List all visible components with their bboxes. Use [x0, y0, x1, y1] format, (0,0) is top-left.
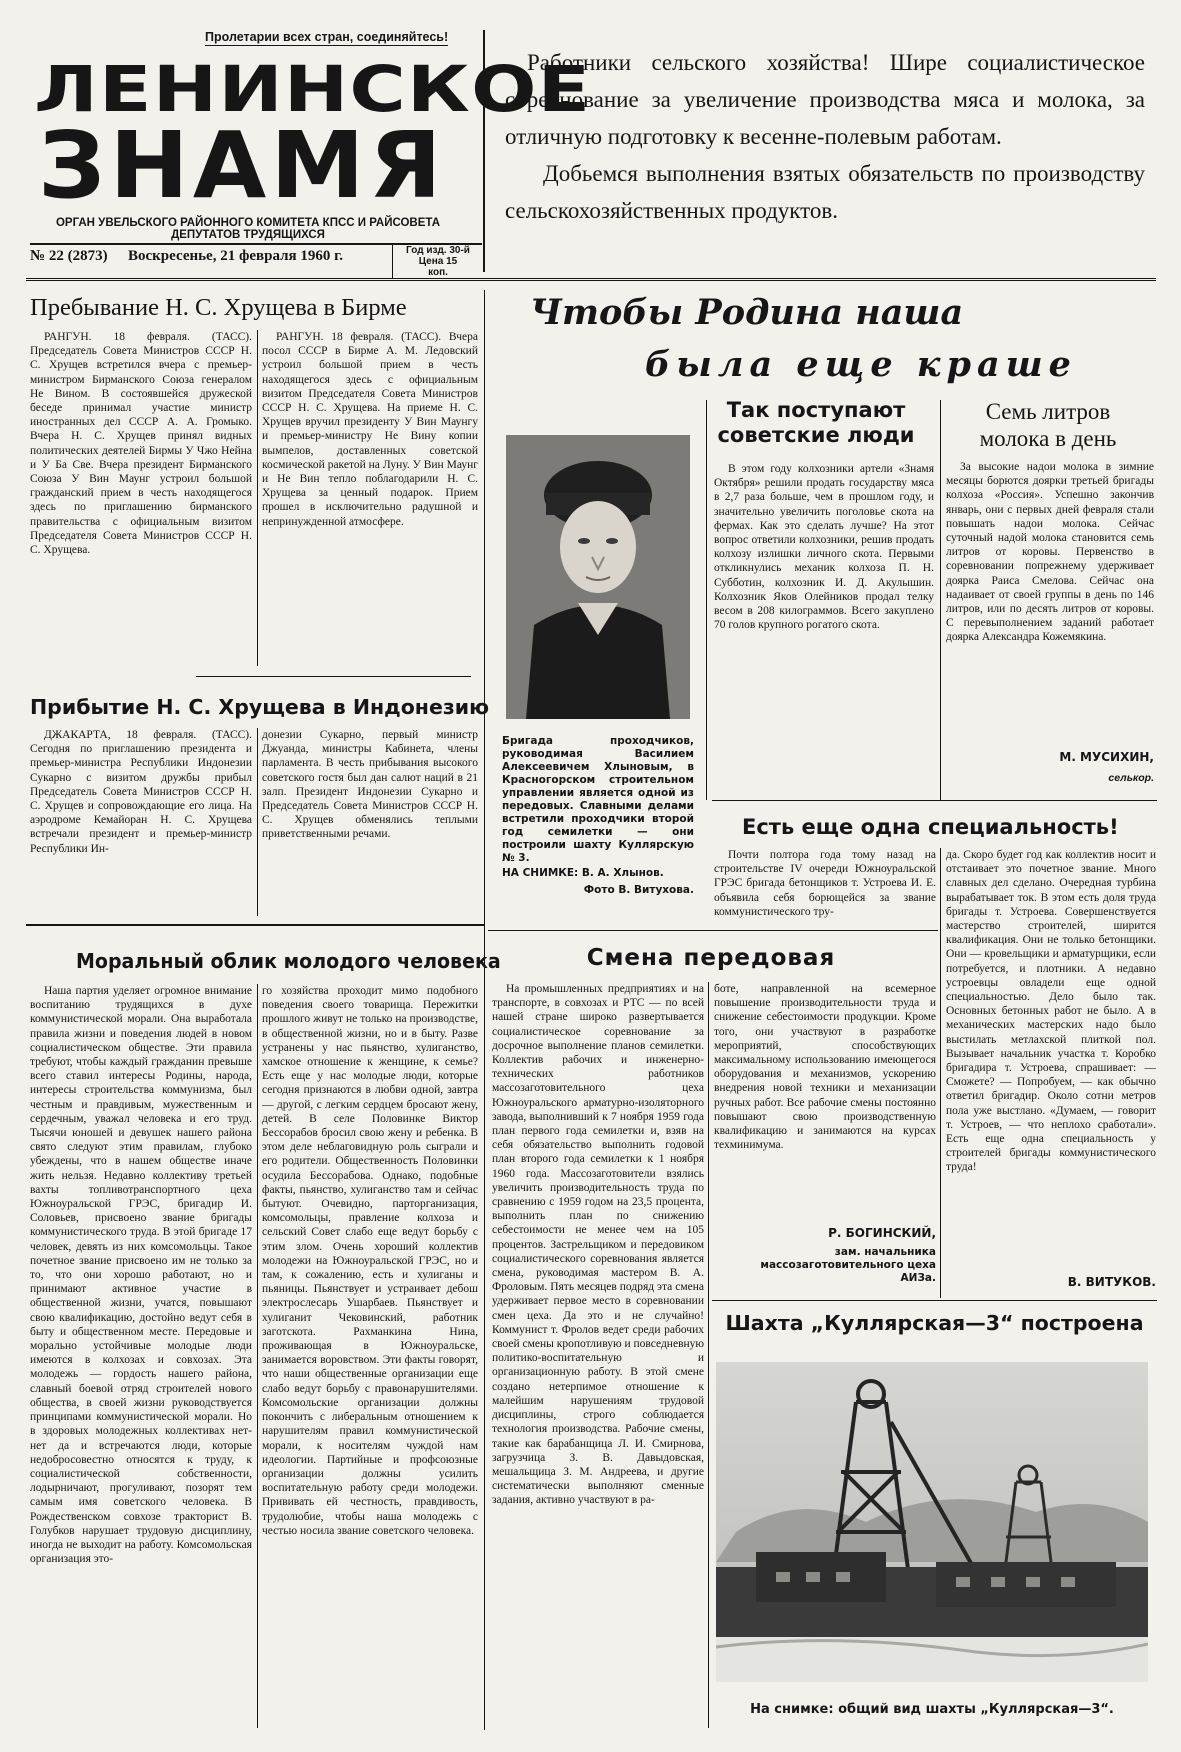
mine-caption: На снимке: общий вид шахты „Куллярская—3“.	[750, 1702, 1114, 1717]
portrait-image	[506, 435, 690, 719]
shift-headline: Смена передовая	[586, 945, 836, 971]
shift-top-rule	[488, 930, 938, 931]
moral-text-col2: го хозяйства проходит мимо подобного поведения своего товарища. Пережитки прошлого живут не только на производстве, в общественной жизни, но и в быту. Разве устранены у нас пьянство, хулиганство, хамское отношение к женщине, к семье? Есть еще у нас молодые люди, которые сегодня признаются в любви одной, завтра — другой, с легким сердцем бросают жену, детей. В селе Половинке Виктор Бессорабов бросил свою жену и ребенка. В этом деле неблаговидную роль сыграли и его родители. Общественность Половинки осудила Бессорабова. Однако, подобные факты, пьянство, хулиганство там и сейчас бытуют. Очевидно, парторганизация, комсомольцы, правление колхоза и сельский Совет слабо еще ведут борьбу с этим злом. Очень хороший коллектив молодежи на Южноуральской ГРЭС, но и там, к сожалению, есть и хулиганы и пьяницы. Пьянствует и устраивает дебош электрослесарь Ушарбаев. Пьянствует и хулиганит Чековинский, работник заготскота. Рахманкина Нина, проживающая в Южноуральске, занимается воровством. Эти факты говорят, что наши общественные организации еще слабо ведут борьбу с правонарушителями. Комсомольские организации должны покончить с либеральным отношением к нарушителям правил коммунистической морали, к носителям чуждой нам идеологии. Партийные и профсоюзные организации должны усилить воспитательную работу среди молодежи. Прививать ей честность, правдивость, трудолюбие, чтобы наша молодежь с честью носила звание советского человека.	[262, 985, 478, 1537]
moral-text-col1: Наша партия уделяет огромное внимание воспитанию трудящихся в духе коммунистической морали. Она выработала правила жизни и поведения людей в новом социалистическом обществе. Эти правила требуют, чтобы каждый гражданин превыше всего ставил интересы Родины, народа, интересы строительства коммунизма, был честным и правдивым, мужественным и сердечным, уважал человека и его труд. Тысячи юношей и девушек нашего района свято следуют этим правилам, глубоко убеждены, что в нашем обществе иначе жить нельзя. Недавно коллективу третьей вахты топливотранспортного цеха Южноуральской ГРЭС, бригадир И. Соловьев, присвоено звание бригады коммунистического труда. В этой бригаде 17 человек, девять из них комсомольцы. Такое почетное звание присвоено им не только за то, что они хорошо работают, но и принимают активное участие в общественной жизни, учатся, повышают свою квалификацию, достойно ведут себя в быту и общественном месте. Передовые и морально устойчивые молодые люди имеются в колхозах и совхозах. Эта молодежь — гордость нашего района, славный боевой отряд строителей нового общества, в своей жизни руководствуется принципами коммунистической морали. Но в здоровых молодежных коллективах нет-нет да и встречаются люди, которые недобросовестно относятся к труду, к социалистической собственности, лодырничают, прогуливают, позорят тем самым имя советского человека. В Рождественском совхозе тракторист В. Голубков нарушает трудовую дисциплину, иногда не выходит на работу. Комсомольская организация это-	[30, 985, 252, 1566]
specialty-text-col1: Почти полтора года тому назад на строительстве IV очереди Южноуральской ГРЭС бригада бетонщиков т. Устроева И. Е. объявила себя борющейся за звание коммунистического тру-	[714, 849, 936, 918]
masthead-issue: № 22 (2873)	[30, 248, 108, 264]
burma-headline: Пребывание Н. С. Хрущева в Бирме	[30, 294, 407, 321]
burma-text-col1: РАНГУН. 18 февраля. (ТАСС). Председатель Совета Министров СССР Н. С. Хрущев встретился вчера с премьер-министром Бирманского Союза генералом Не Вином. В состоявшейся дружеской беседе принимал участие министр иностранных дел СССР А. А. Громыко. Вчера Н. С. Хрущев принял видных политических деятелей Бирмы У Чжо Нейна и У Ба Све. Вчера президент Бирманского Союза У Вин Маунг устроил большой гражданский прием в честь находящегося здесь по приглашению бирманского правительства с официальным визитом Председателя Совета Министров СССР Н. С. Хрущева.	[30, 331, 252, 557]
shift-text-col1: На промышленных предприятиях и на транспорте, в совхозах и РТС — по всей нашей стране широко развертывается социалистическое соревнование за досрочное выполнение планов семилетки. Коллектив рабочих и инженерно-технических работников массозаготовительного цеха Южноуральского арматурно-изоляторного завода, выполнивший к 7 ноября 1959 года план первого года семилетки и, взяв на себя обязательство выполнить годовой план второго года семилетки к 1 ноября 1960 года. Массозаготовители взялись увеличить производительность труда по сравнению с 1959 годом на 23,5 процента, выполнить план по снижению себестоимости не менее чем на 105 процентов. Застрельщиком и передовиком социалистического соревнования является смена, руководимая мастером В. А. Фроловым. Пять месяцев подряд эта смена удерживает первое место в соревновании смен цеха. Да это и не случайно! Коммунист т. Фролов ведет среди рабочих своей смены кропотливую и повседневную политико-воспитательную и организационную работу. В этой смене создано нетерпимое отношение к малейшим нарушениям трудовой дисциплины, строго соблюдается технология производства. Рабочие смены, такие как барабанщица Л. И. Смирнова, загрузчица З. В. Давыдовская, мешальщица З. М. Андреева, и другие систематически выполняют сменные задания, активно участвуют в ра-	[492, 983, 704, 1507]
left-column-divider	[484, 290, 485, 1730]
masthead-organ: ОРГАН УВЕЛЬСКОГО РАЙОННОГО КОМИТЕТА КПСС И РАЙСОВЕТА ДЕПУТАТОВ ТРУДЯЩИХСЯ	[55, 217, 441, 241]
appeal	[505, 44, 1145, 229]
motherland-line2: была еще краше	[645, 344, 1077, 385]
masthead-title-line2: ЗНАМЯ	[38, 112, 446, 219]
masthead-date: Воскресенье, 21 февраля 1960 г.	[128, 248, 343, 264]
seven-liters-signature: М. МУСИХИН,	[1059, 750, 1154, 764]
masthead-title-line1: ЛЕНИНСКОЕ	[34, 53, 592, 126]
burma-text-col2: РАНГУН. 18 февраля. (ТАСС). Вчера посол СССР в Бирме А. М. Ледовский устроил большой прием в честь находящегося здесь с официальным визитом Председателя Совета Министров СССР Н. С. Хрущева. На приеме Н. С. Хрущев вручил президенту У Вин Маунгу и премьер-министру Не Вину копии вымпелов, доставленных советской космической ракетой на Луну. У Вин Маунг и Не Вин тепло поблагодарили Н. С. Хрущева за ценный подарок. Прием прошел в исключительно радушной и непринужденной атмосфере.	[262, 331, 478, 528]
motherland-headline	[520, 292, 1080, 392]
milk-divider	[940, 400, 941, 800]
specialty-signature: В. ВИТУКОВ.	[1067, 1275, 1156, 1289]
seven-liters-role: селькор.	[1108, 772, 1154, 784]
specialty-top-rule	[712, 800, 1157, 801]
shift-signature: Р. БОГИНСКИЙ,	[828, 1226, 936, 1240]
specialty-headline: Есть еще одна специальность!	[742, 815, 1119, 839]
masthead-year-price	[392, 245, 483, 278]
soviet-people-text: В этом году колхозники артели «Знамя Октября» решили продать государству мяса в 2,7 раза больше, чем в прошлом году, и значительно увеличить поголовье скота на фермах. Как это сделать лучше? На этот вопрос ответили колхозники, решив продать колхозу излишки личного скота. Первыми откликнулись механик колхоза П. Н. Субботин, колхозник И. Д. Акулышин. Колхозник Яков Олейников продал телку весом в 208 килограммов. Всего закуплено 70 голов крупного рогатого скота.	[714, 463, 934, 632]
photo1-divider	[706, 400, 707, 800]
mine-image	[716, 1362, 1148, 1682]
top-rule	[26, 278, 1156, 281]
shift-text-col2: боте, направленной на всемерное повышение производительности труда и снижение себестоимости продукции. Кроме того, они участвуют в разработке мероприятий, способствующих максимальному использованию имеющегося оборудования и механизмов, ускорению внедрения новой техники и механизации ручных работ. Все рабочие смены постоянно повышают свою производственную квалификацию и занимаются на курсах техминимума.	[714, 983, 936, 1152]
photo1-note: НА СНИМКЕ: В. А. Хлынов.	[502, 867, 664, 879]
seven-liters-text: За высокие надои молока в зимние месяцы борются доярки третьей бригады колхоза «Россия». Успешно закончив январь, они с первых дней февраля стали повышать надои молока. Сейчас суточный надой молока становится семь литров от коровы. Первенство в соревновании попрежнему удерживает доярка Раиса Смелова. Сейчас она надаивает от своей группы в день по 146 литров, или по десять литров от коровы. С перевыполнением заданий работает доярка Александра Кожемякина.	[946, 461, 1154, 644]
soviet-people-headline: Так поступают советские люди	[717, 398, 915, 447]
photo1-credit: Фото В. Витухова.	[583, 884, 694, 896]
motherland-line1: Чтобы Родина наша	[530, 292, 964, 333]
specialty-divider	[940, 848, 941, 1298]
mine-photo	[716, 1362, 1148, 1682]
appeal-paragraph-2: Добьемся выполнения взятых обязательств по производству сельскохозяйственных продуктов.	[505, 161, 1145, 223]
mine-top-rule	[712, 1300, 1157, 1301]
moral-divider	[257, 984, 258, 1728]
seven-liters-headline: Семь литров молока в день	[979, 399, 1117, 451]
photo1-portrait	[506, 435, 690, 719]
masthead-year: Год изд. 30-й	[406, 245, 470, 256]
shift-divider	[708, 982, 709, 1728]
indonesia-headline: Прибытие Н. С. Хрущева в Индонезию	[30, 695, 490, 719]
masthead-slogan: Пролетарии всех стран, соединяйтесь!	[205, 30, 449, 44]
indonesia-text-col1: ДЖАКАРТА, 18 февраля. (ТАСС). Сегодня по приглашению президента и премьер-министра Республики Индонезии Сукарно с визитом дружбы прибыл Председатель Совета Министров СССР Н. С. Хрущев и сопровождающие его лица. На аэродроме Кемайоран Н. С. Хрущева встречали президент и премьер-министр Республики Ин-	[30, 729, 252, 855]
photo1-caption	[502, 735, 694, 897]
indonesia-rule	[26, 924, 484, 926]
indonesia-text-col2: донезии Сукарно, первый министр Джуанда, министры Кабинета, члены парламента. В честь прибывания высокого советского гостя был дан салют наций в 21 залп. Президент Индонезии Сукарно и Председатель Совета Министров СССР Н. С. Хрущев обменялись теплыми приветственными речами.	[262, 729, 478, 841]
masthead-price: Цена 15 коп.	[418, 256, 458, 278]
photo1-caption-text: Бригада проходчиков, руководимая Василием Алексеевичем Хлыновым, в Красногорском строительном управлении является одной из передовых. Славными делами встретили проходчики второй год семилетки — они построили шахту Куллярскую № 3.	[502, 735, 694, 864]
masthead-divider	[483, 30, 485, 272]
masthead	[30, 26, 592, 278]
shift-role: зам. начальника массозаготовительного цеха АИЗа.	[760, 1246, 936, 1284]
appeal-paragraph-1: Работники сельского хозяйства! Шире социалистическое соревнование за увеличение производства мяса и молока, за отличную подготовку к весенне-полевым работам.	[505, 50, 1145, 149]
burma-rule	[196, 676, 471, 677]
mine-headline: Шахта „Куллярская—3“ построена	[725, 1311, 1144, 1335]
indonesia-divider	[257, 728, 258, 916]
specialty-text-col2: да. Скоро будет год как коллектив носит и отстаивает это почетное звание. Много славных дел сделано. Очередная турбина вырабатывает ток. В этом есть доля труда бригады т. Устроева. Совершенствуется мастерство строителей, ширится квалификация. Они не только бетонщики. Они — кровельщики и арматурщики, если потребуется, и плотники. А недавно устроевцы овладели еще одной специальностью. Дело было так. Основных бетонных работ не было. А в механических мастерских надо было выстилать метлахской плиткой пол. Вызывает начальник участка т. Коробко бригадира т. Устроева, спрашивает: — Сможете? — Попробуем, — как обычно ответил бригадир. Около сотни метров пола уже выстлано. «Думаем, — говорит т. Устроев, — что неплохо сработали». Есть еще одна специальность у строителей бригады коммунистического труда!	[946, 849, 1156, 1174]
photo1-frame	[492, 405, 701, 920]
moral-headline: Моральный облик молодого человека	[76, 949, 501, 973]
burma-divider	[257, 330, 258, 666]
